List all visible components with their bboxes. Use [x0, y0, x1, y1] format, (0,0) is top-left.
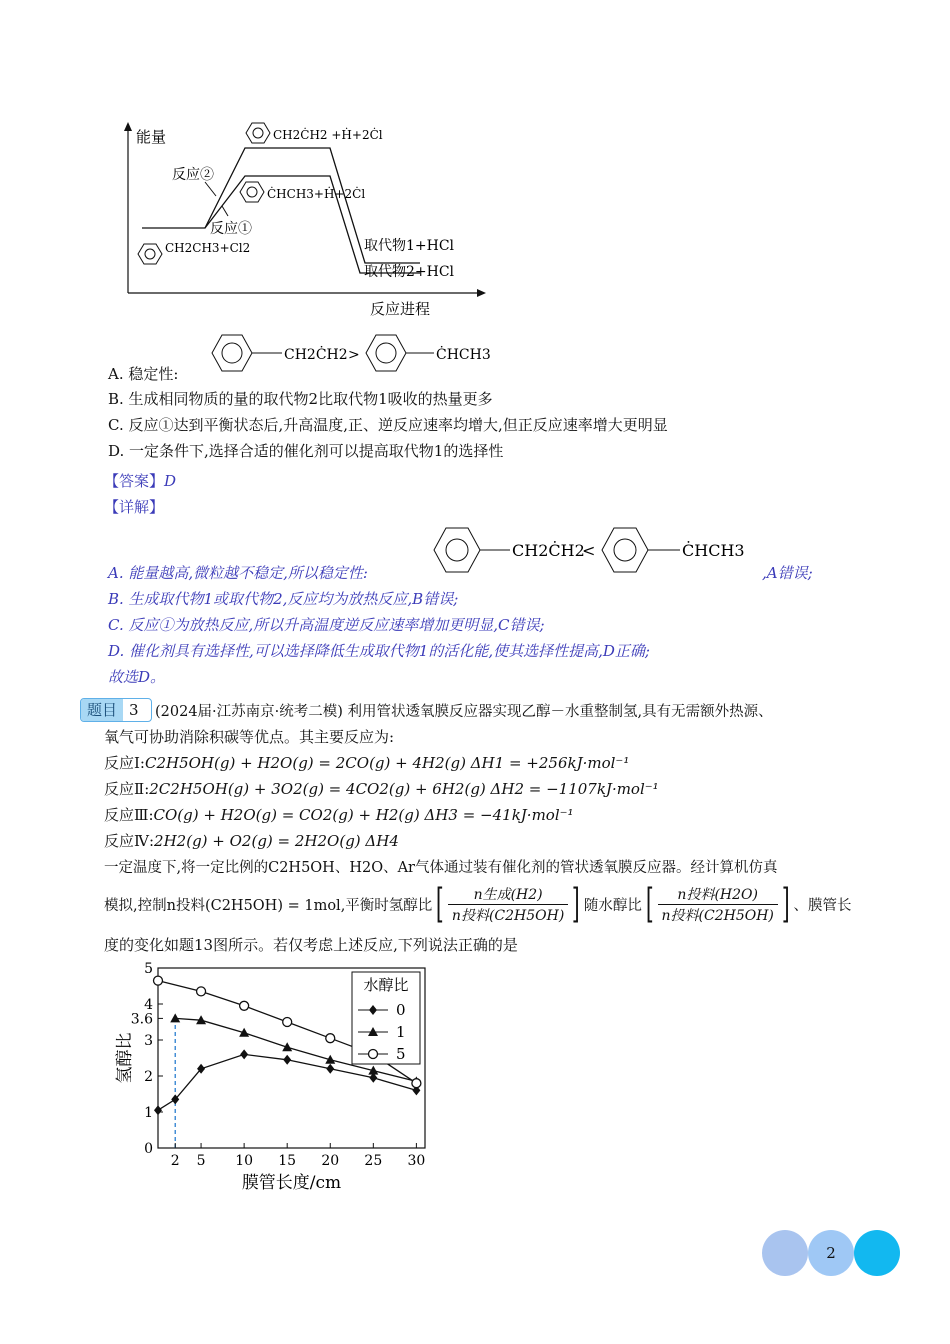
hydrogen-alcohol-ratio: $\frac{\text{n生成(H2)}}{\text{n投料(C2H5OH)}}$	[448, 884, 568, 925]
reaction-1: 反应Ⅰ:C2H5OH(g) + H2O(g) = 2CO(g) + 4H2(g) ΔH1 = +256kJ·mol⁻¹	[104, 754, 630, 772]
explain-a-right: ĊHCH3	[682, 541, 745, 560]
option-a[interactable]: A. 稳定性:	[108, 365, 179, 383]
x-tick-label: 20	[321, 1153, 340, 1169]
question-tag: 题目 3	[80, 698, 152, 722]
hydrogen-ratio-chart	[110, 960, 440, 1195]
explain-c: C. 反应①为放热反应,所以升高温度逆反应速率增加更明显,C错误;	[108, 616, 545, 634]
answer: 【答案】D	[104, 472, 177, 490]
y-tick-label: 3	[144, 1033, 153, 1049]
explain-b: B. 生成取代物1或取代物2,反应均为放热反应,B错误;	[108, 590, 459, 608]
explain-d: D. 催化剂具有选择性,可以选择降低生成取代物1的活化能,使其选择性提高,D正确;	[108, 642, 650, 660]
benzene-icon	[212, 335, 252, 371]
x-axis-label: 反应进程	[370, 300, 431, 318]
x-tick-label: 30	[407, 1153, 426, 1169]
data-point-circle	[197, 987, 206, 996]
water-alcohol-ratio: $\frac{\text{n投料(H2O)}}{\text{n投料(C2H5OH)}}$	[658, 884, 778, 925]
option-d[interactable]: D. 一定条件下,选择合适的催化剂可以提高取代物1的选择性	[108, 442, 504, 460]
answer-value: D	[164, 472, 177, 490]
reaction-3: 反应Ⅲ:CO(g) + H2O(g) = CO2(g) + H2(g) ΔH3 = −41kJ·mol⁻¹	[104, 806, 574, 824]
energy-diagram	[120, 118, 500, 318]
x-tick-label: 25	[364, 1153, 383, 1169]
data-point-diamond	[240, 1049, 248, 1059]
legend-entry: 0	[396, 1001, 406, 1019]
chart-x-label: 膜管长度/cm	[241, 1173, 342, 1193]
data-point-circle	[412, 1079, 421, 1088]
q3-para-3: 度的变化如题13图所示。若仅考虑上述反应,下列说法正确的是	[104, 936, 518, 954]
x-tick-label: 15	[278, 1153, 297, 1169]
data-point-diamond	[326, 1064, 334, 1074]
product1-label: 取代物1+HCl	[364, 238, 455, 254]
y-tick-label: 0	[144, 1141, 153, 1157]
y-tick-label: 4	[144, 997, 153, 1013]
y-tick-label: 5	[144, 961, 153, 977]
q3-intro-1: (2024届·江苏南京·统考二模) 利用管状透氧膜反应器实现乙醇－水重整制氢,具有无需额外热源、	[155, 704, 773, 720]
benzene-icon	[366, 335, 406, 371]
q3-para-1: 一定温度下,将一定比例的C2H5OH、H2O、Ar气体通过装有催化剂的管状透氧膜反应器。经计算机仿真	[104, 860, 778, 876]
explain-a-prefix: A. 能量越高,微粒越不稳定,所以稳定性:	[108, 564, 368, 582]
reaction-4: 反应Ⅳ:2H2(g) + O2(g) = 2H2O(g) ΔH4	[104, 832, 399, 850]
explain-a-suffix: ,A错误;	[762, 564, 813, 582]
q3-intro-2: 氧气可协助消除积碳等优点。其主要反应为:	[104, 728, 395, 746]
product2-label: 取代物2+HCl	[364, 264, 455, 280]
x-tick-label: 5	[196, 1153, 206, 1169]
chart-y-label: 氢醇比	[115, 1032, 135, 1084]
start-species: CH2CH3+Cl2	[165, 241, 251, 255]
benzene-icon	[246, 123, 270, 143]
data-point-circle	[154, 976, 163, 985]
option-a-left: CH2ĊH2	[284, 347, 348, 363]
explain-conclusion: 故选D。	[108, 668, 166, 686]
page-circle-left	[762, 1230, 808, 1276]
y-axis-label: 能量	[136, 128, 167, 146]
high-state: CH2ĊH2 +Ḣ+2Ċl	[273, 128, 383, 142]
option-c[interactable]: C. 反应①达到平衡状态后,升高温度,正、逆反应速率均增大,但正反应速率增大更明显	[108, 416, 668, 434]
explain-label: 【详解】	[104, 498, 165, 516]
chart-legend	[352, 972, 420, 1064]
low-state: ĊHCH3+Ḣ+2Ċl	[267, 187, 366, 201]
legend-entry: 5	[396, 1045, 406, 1063]
reaction-2: 反应Ⅱ:2C2H5OH(g) + 3O2(g) = 4CO2(g) + 6H2(g) ΔH2 = −1107kJ·mol⁻¹	[104, 780, 659, 798]
legend-entry: 1	[396, 1023, 406, 1041]
data-point-circle	[283, 1018, 292, 1027]
option-b[interactable]: B. 生成相同物质的量的取代物2比取代物1吸收的热量更多	[108, 390, 493, 408]
page-circle-right	[854, 1230, 900, 1276]
question-number: 3	[123, 699, 145, 721]
benzene-icon	[240, 182, 264, 202]
y-tick-label: 2	[144, 1069, 153, 1085]
benzene-icon	[138, 244, 162, 264]
data-point-circle	[240, 1001, 249, 1010]
x-tick-label: 10	[235, 1153, 254, 1169]
option-a-op: >	[348, 347, 360, 363]
x-tick-label: 2	[170, 1153, 180, 1169]
data-point-circle	[369, 1050, 378, 1059]
data-point-diamond	[283, 1055, 291, 1065]
y-tick-label: 3.6	[130, 1011, 153, 1028]
option-a-structure	[208, 333, 508, 377]
data-point-triangle	[170, 1013, 180, 1022]
explain-a-structure	[430, 526, 760, 576]
benzene-icon	[434, 528, 480, 572]
explain-a-op: <	[582, 541, 596, 560]
data-point-circle	[326, 1034, 335, 1043]
benzene-icon	[602, 528, 648, 572]
reaction2-label: 反应②	[172, 167, 214, 183]
y-tick-label: 1	[144, 1105, 153, 1121]
page-number: 2	[808, 1230, 854, 1276]
reaction1-label: 反应①	[210, 221, 252, 237]
q3-para-2: 模拟,控制n投料(C2H5OH) = 1mol,平衡时氢醇比 [ $\frac{\text{n生成(H2)}}{\text{n投料(C2H5OH)}}$ ] 随水醇比 [ $\frac{\text{n投料(H2O)}}{\text{n投料(C2H5OH)}}$ ] 、膜管长	[104, 881, 852, 927]
data-point-diamond	[154, 1105, 162, 1115]
option-a-right: ĊHCH3	[436, 347, 491, 363]
explain-a-left: CH2ĊH2	[512, 541, 585, 560]
legend-title: 水醇比	[363, 976, 409, 994]
